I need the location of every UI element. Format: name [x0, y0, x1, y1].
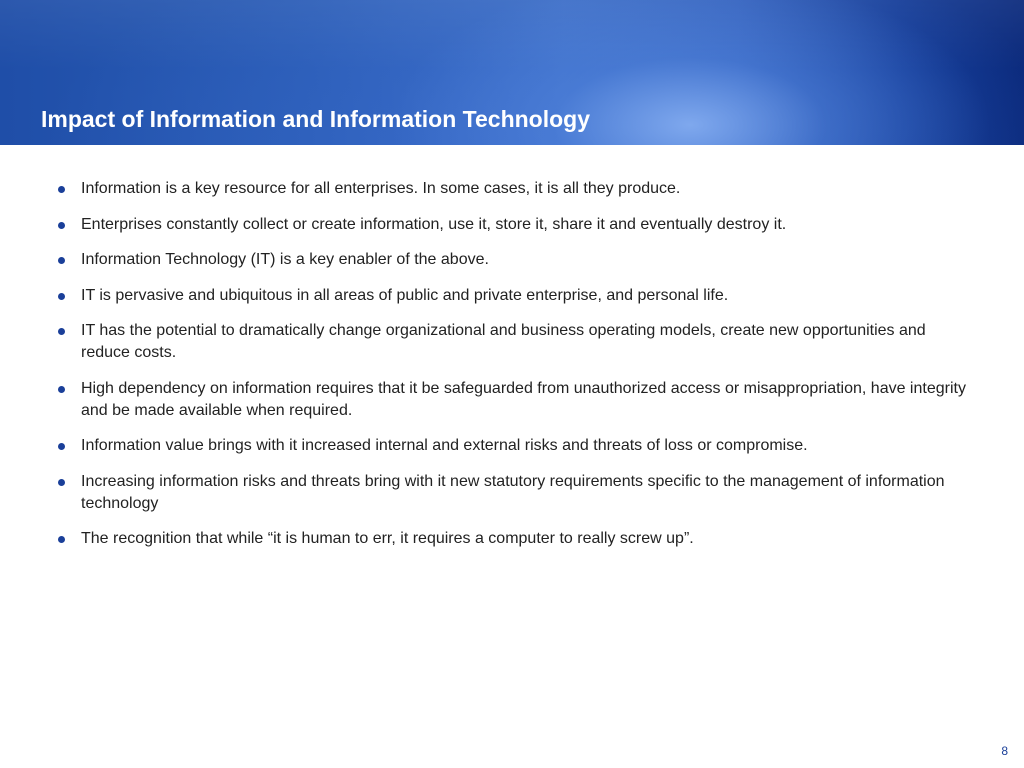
bullet-item: [56, 528, 976, 550]
bullet-item: [56, 214, 976, 236]
bullet-dot-icon: [58, 443, 65, 450]
bullet-text: IT is pervasive and ubiquitous in all areas of public and private enterprise, and personal life.: [81, 286, 729, 304]
bullet-text: Enterprises constantly collect or create information, use it, store it, share it and eventually destroy it.: [81, 215, 787, 233]
bullet-list: [56, 178, 976, 564]
bullet-dot-icon: [58, 222, 65, 229]
bullet-item: [56, 435, 976, 457]
bullet-item: [56, 285, 976, 307]
bullet-item: [56, 378, 976, 422]
bullet-dot-icon: [58, 293, 65, 300]
bullet-item: [56, 178, 976, 200]
banner-sheen: [0, 0, 1024, 70]
slide-title: Impact of Information and Information Technology: [41, 106, 591, 132]
bullet-dot-icon: [58, 186, 65, 193]
bullet-text: High dependency on information requires that it be safeguarded from unauthorized access or misappropriation, have integrity and be made available when required.: [81, 379, 966, 419]
bullet-item: [56, 320, 976, 364]
title-banner: [0, 0, 1024, 145]
bullet-dot-icon: [58, 257, 65, 264]
bullet-dot-icon: [58, 386, 65, 393]
bullet-dot-icon: [58, 328, 65, 335]
bullet-dot-icon: [58, 536, 65, 543]
bullet-text: Increasing information risks and threats bring with it new statutory requirements specific to the management of information technology: [81, 472, 945, 512]
bullet-text: The recognition that while “it is human to err, it requires a computer to really screw up”.: [81, 530, 694, 547]
bullet-item: [56, 249, 976, 271]
page-number: 8: [1001, 744, 1008, 758]
bullet-text: IT has the potential to dramatically change organizational and business operating models, create new opportunities and reduce costs.: [81, 322, 926, 361]
bullet-dot-icon: [58, 479, 65, 486]
bullet-text: Information Technology (IT) is a key enabler of the above.: [81, 251, 489, 268]
bullet-text: Information value brings with it increased internal and external risks and threats of loss or compromise.: [81, 437, 808, 454]
bullet-item: [56, 471, 976, 515]
bullet-text: Information is a key resource for all enterprises. In some cases, it is all they produce.: [81, 180, 681, 197]
